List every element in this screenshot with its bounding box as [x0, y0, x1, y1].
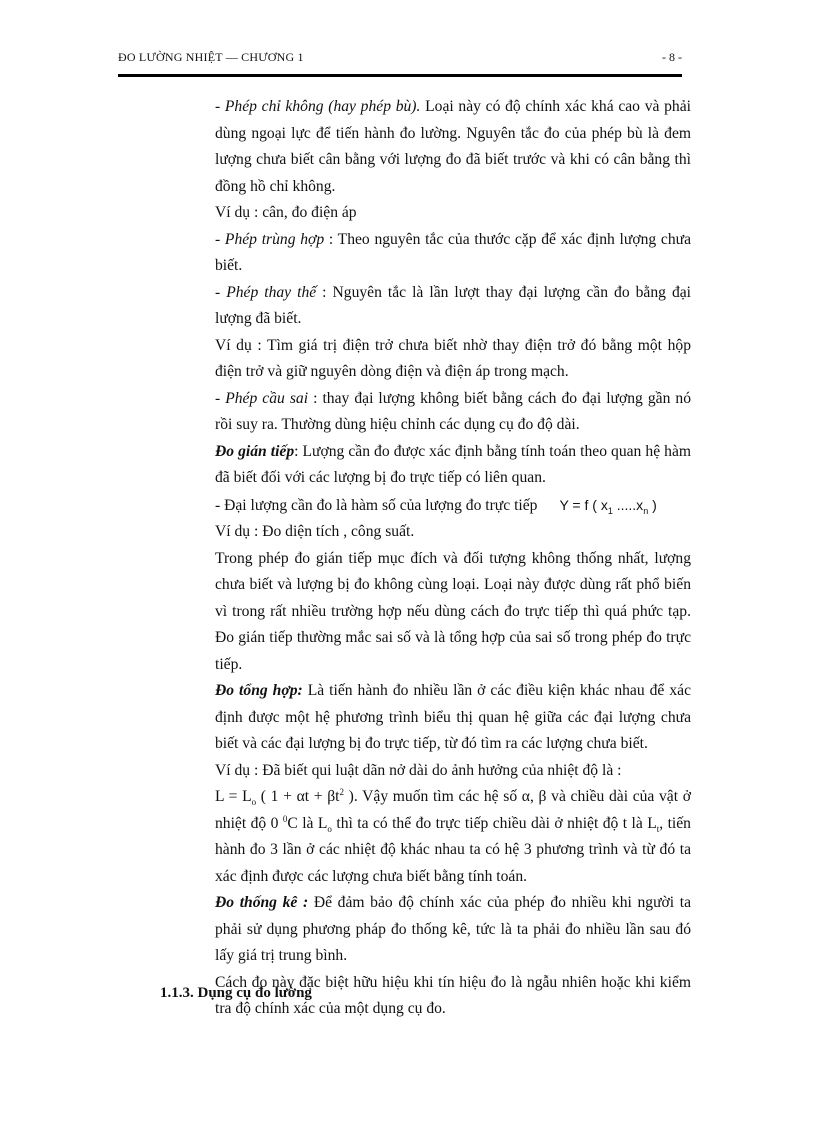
- formula-part: .....x: [612, 496, 644, 513]
- formula-part: Y = f ( x: [559, 496, 608, 513]
- formula-superscript: 2: [339, 786, 344, 797]
- paragraph-text: , tiến hành đo 3 lần ở các nhiệt độ khác nhau ta có hệ 3 phương trình và từ đó ta xác định được các lượng chưa biết bằng tính toán.: [215, 814, 691, 885]
- formula-part: ): [648, 496, 657, 513]
- paragraph-text: - Đại lượng cần đo là hàm số của lượng đo trực tiếp: [215, 496, 538, 514]
- section-heading: 1.1.3. Dụng cụ đo lường: [160, 985, 312, 1001]
- formula-part: L = L: [215, 788, 252, 805]
- formula-y-f-x: [559, 496, 657, 516]
- term-phep-cau-sai: - Phép cầu sai: [215, 389, 309, 407]
- paragraph-gian-tiep-detail: Trong phép đo gián tiếp mục đích và đối tượng không thống nhất, lượng chưa biết và lượng bị đo không cùng loại. Loại này được dùng rất phổ biến vì trong rất nhiều trường hợp nếu dùng cách đo trực tiếp thì quá phức tạp. Đo gián tiếp thường mắc sai số và là tổng hợp của sai số trong phép đo trực tiếp.: [215, 549, 691, 673]
- term-do-tong-hop: Đo tổng hợp:: [215, 682, 303, 699]
- paragraph-example-4: Ví dụ : Đã biết qui luật dãn nở dài do ảnh hưởng của nhiệt độ là :: [215, 761, 622, 779]
- term-phep-chi-khong: - Phép chỉ không (hay phép bù).: [215, 98, 421, 115]
- paragraph-phep-cau-sai: [215, 386, 691, 439]
- paragraph-formula-length: [215, 784, 691, 890]
- paragraph-example-2: Ví dụ : Tìm giá trị điện trở chưa biết nhờ thay điện trở đó bằng một hộp điện trở và giữ nguyên dòng điện và điện áp trong mạch.: [215, 336, 691, 380]
- formula-subscript: n: [643, 505, 649, 516]
- term-phep-thay-the: - Phép thay thế: [215, 283, 317, 301]
- paragraph-phep-thay-the: [215, 280, 691, 333]
- paragraph-text: ). Vậy muốn tìm các hệ số α, β và chiều dài của vật ở nhiệt độ 0: [215, 788, 691, 832]
- header-rule: [118, 74, 682, 77]
- paragraph-thong-ke-detail: Cách đo này đặc biệt hữu hiệu khi tín hiệu đo là ngẫu nhiên hoặc khi kiểm tra độ chính xác của một dụng cụ đo.: [215, 973, 691, 1017]
- formula-subscript: t: [656, 823, 660, 834]
- paragraph-text: Để đảm bảo độ chính xác của phép đo nhiều khi người ta phải sử dụng phương pháp đo thống kê, tức là ta phải đo nhiều lần sau đó lấy giá trị trung bình.: [215, 894, 691, 964]
- formula-subscript: o: [251, 797, 257, 808]
- paragraph-text: : thay đại lượng không biết bằng cách đo đại lượng gần nó rồi suy ra. Thường dùng hiệu chỉnh các dụng cụ đo độ dài.: [215, 389, 691, 433]
- term-do-thong-ke: Đo thống kê :: [215, 894, 309, 911]
- formula-part: ( 1 + αt + βt: [256, 788, 340, 805]
- formula-superscript: 0: [282, 813, 288, 824]
- formula-subscript: 1: [607, 505, 613, 516]
- paragraph-do-tong-hop: [215, 678, 691, 758]
- paragraph-text: thì ta có thể đo trực tiếp chiều dài ở nhiệt độ t là L: [331, 814, 657, 832]
- paragraph-do-thong-ke: [215, 890, 691, 970]
- paragraph-text: : Lượng cần đo được xác định bằng tính toán theo quan hệ hàm đã biết đối với các lượng bị đo trực tiếp có liên quan.: [215, 442, 692, 486]
- paragraph-do-gian-tiep: [215, 439, 691, 492]
- paragraph-example-1: Ví dụ : cân, đo điện áp: [215, 204, 357, 221]
- page-number: - 8 -: [662, 50, 682, 64]
- paragraph-ham-so: [215, 492, 691, 520]
- paragraph-text: : Theo nguyên tắc của thước cặp để xác định lượng chưa biết.: [215, 230, 691, 274]
- paragraph-text: Là tiến hành đo nhiều lần ở các điều kiện khác nhau để xác định được một hệ phương trình biểu thị quan hệ giữa các đại lượng chưa biết và các đại lượng bị đo trực tiếp, từ đó tìm ra các lượng chưa biết.: [215, 682, 691, 752]
- term-phep-trung-hop: - Phép trùng hợp: [215, 230, 325, 248]
- paragraph-text: C là L: [287, 814, 328, 832]
- header-title: ĐO LƯỜNG NHIỆT — CHƯƠNG 1: [118, 50, 304, 64]
- paragraph-phep-trung-hop: [215, 227, 691, 280]
- term-do-gian-tiep: Đo gián tiếp: [215, 442, 295, 460]
- paragraph-text: Loại này có độ chính xác khá cao và phải dùng ngoại lực để tiến hành đo lường. Nguyên tắc đo của phép bù là đem lượng chưa biết cân bằng với lượng đo đã biết trước và khi có cân bằng thì đồng hồ chỉ không.: [215, 98, 691, 195]
- body-text: [215, 94, 691, 1023]
- paragraph-example-3: Ví dụ : Đo diện tích , công suất.: [215, 523, 415, 540]
- formula-subscript: o: [327, 823, 332, 834]
- running-header: [118, 50, 682, 68]
- paragraph-phep-chi-khong: [215, 94, 691, 200]
- paragraph-text: : Nguyên tắc là lần lượt thay đại lượng cần đo bằng đại lượng đã biết.: [215, 283, 691, 327]
